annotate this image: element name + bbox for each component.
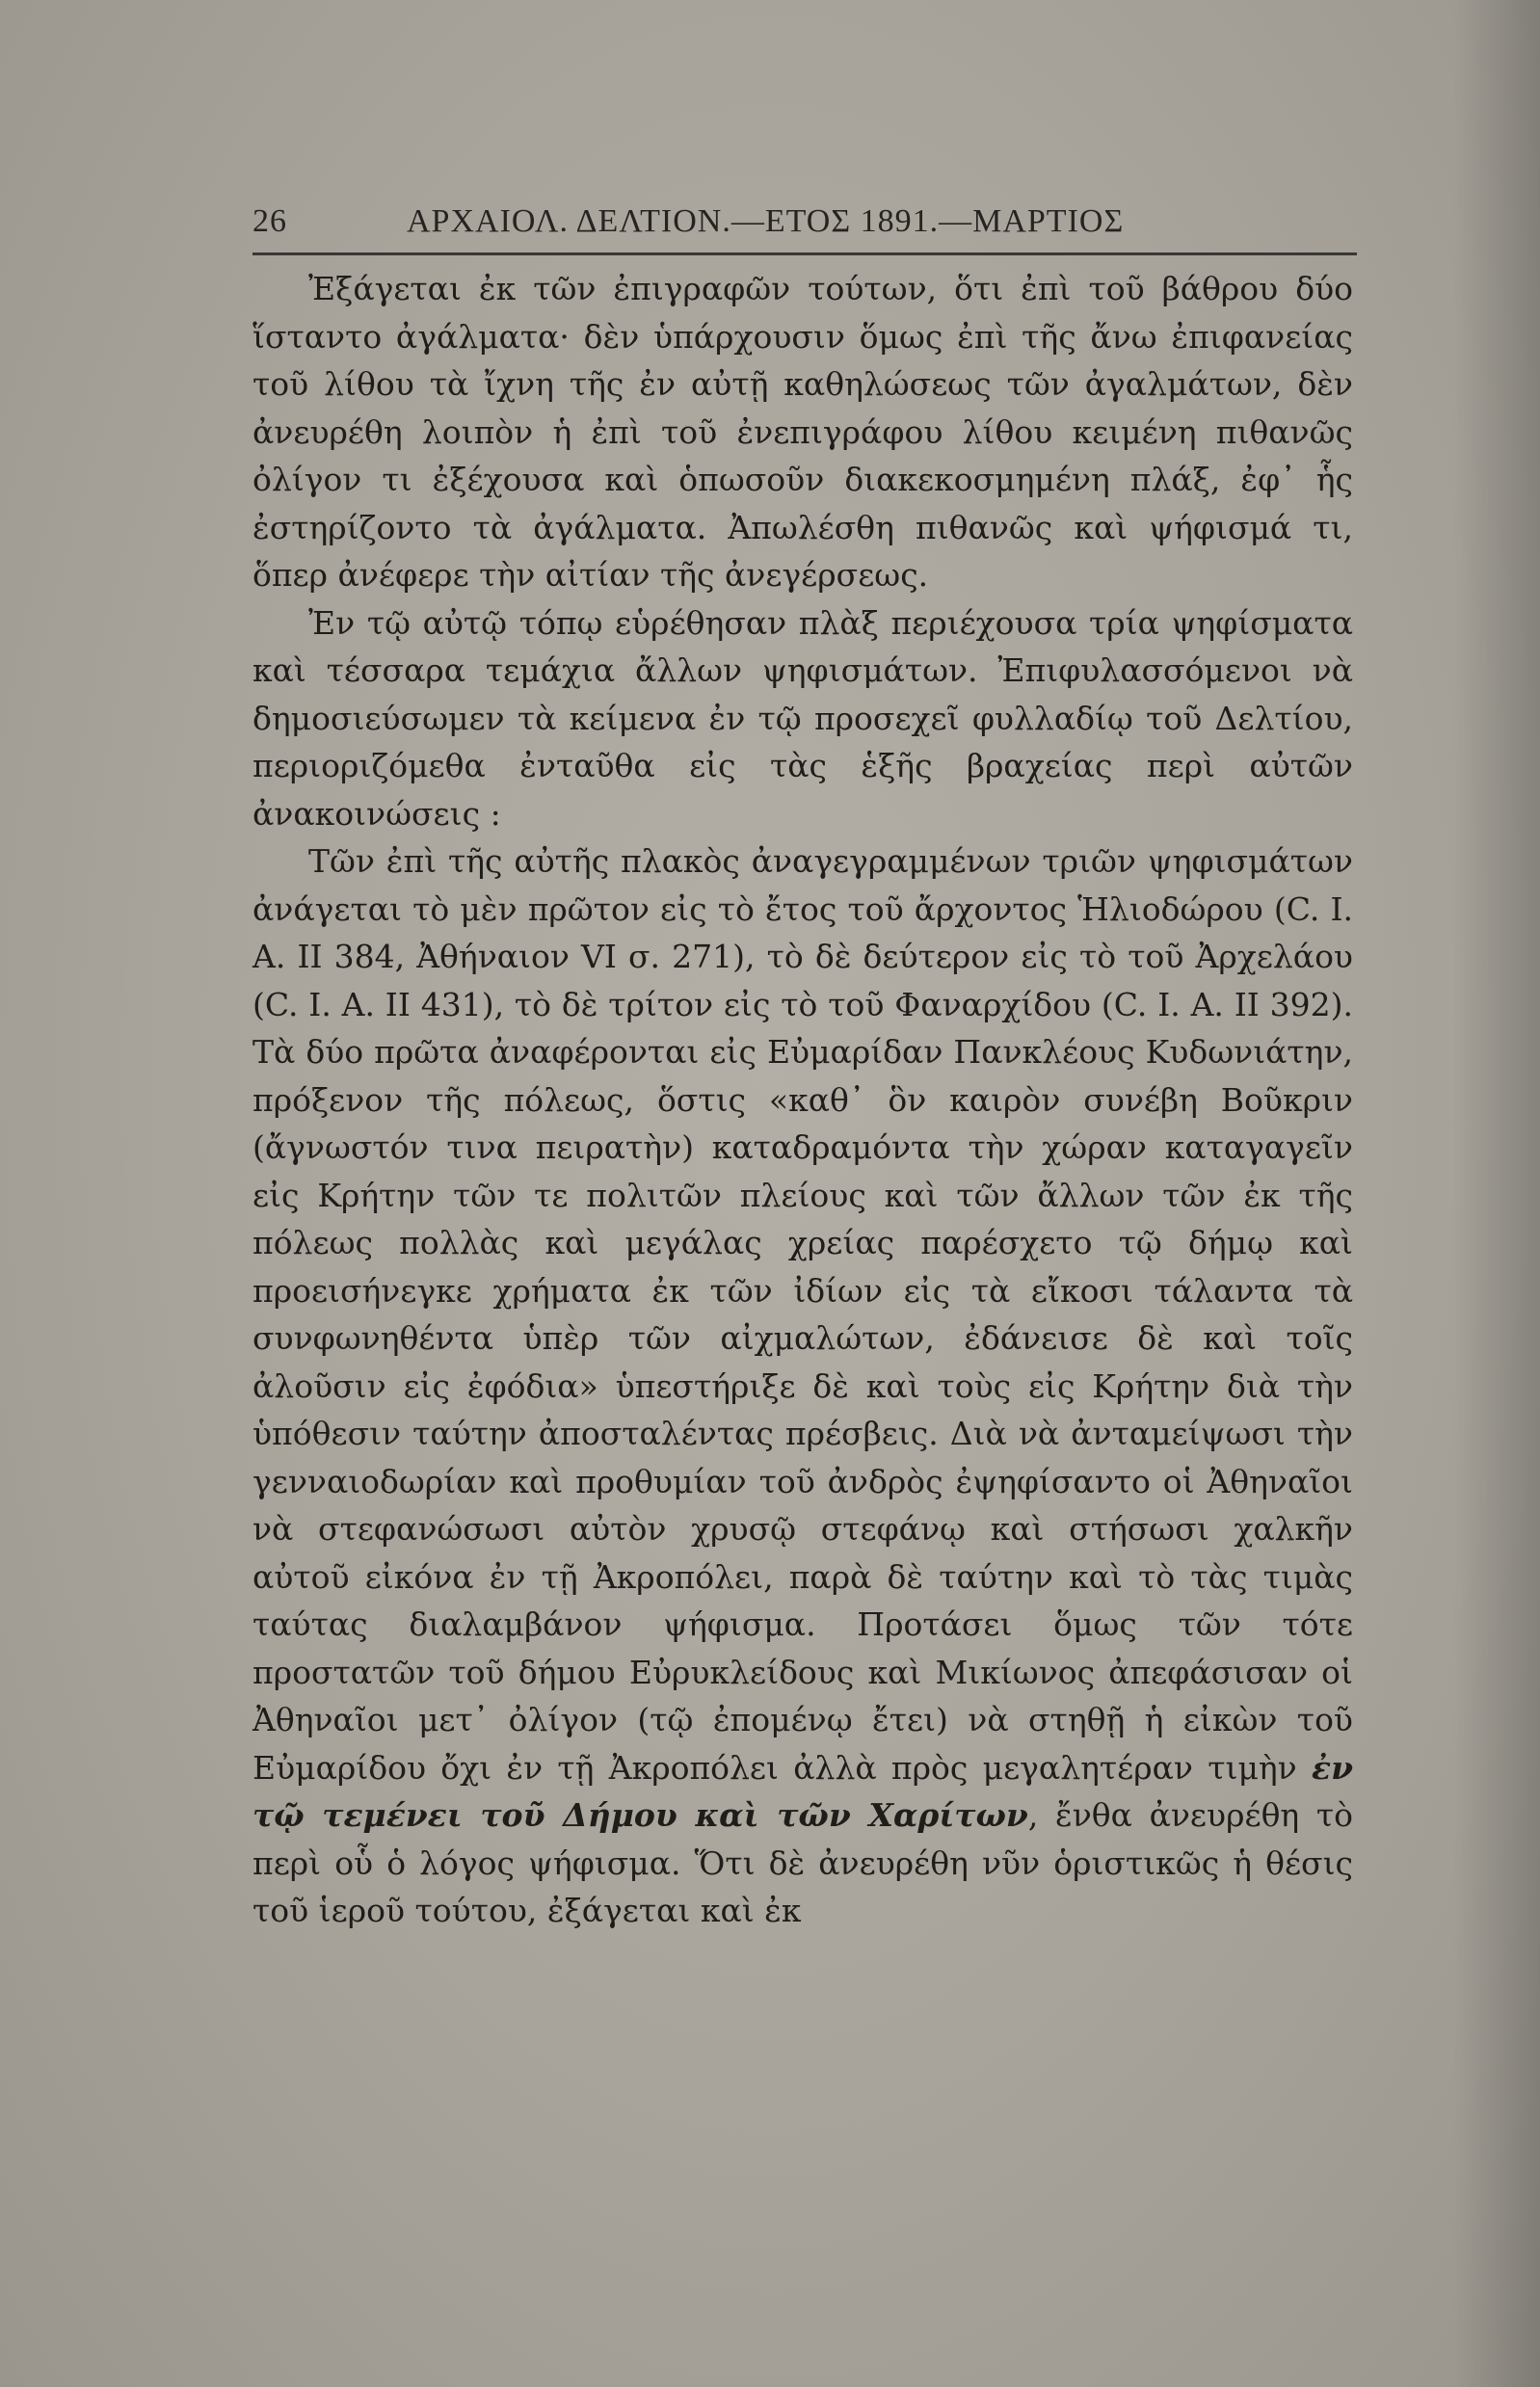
page-number: 26: [252, 203, 287, 239]
body-text: [252, 265, 1353, 1935]
paragraph-3-text-a: Τῶν ἐπὶ τῆς αὐτῆς πλακὸς ἀναγεγραμμένων τριῶν ψηφισμάτων ἀνάγεται τὸ μὲν πρῶτον εἰς τὸ ἔτος τοῦ ἄρχοντος Ἡλιοδώρου (C. I. A. II 384, Ἀθήναιον VI σ. 271), τὸ δὲ δεύτερον εἰς τὸ τοῦ Ἀρχελάου (C. I. A. II 431), τὸ δὲ τρίτον εἰς τὸ τοῦ Φαναρχίδου (C. I. A. II 392). Τὰ δύο πρῶτα ἀναφέρονται εἰς Εὐμαρίδαν Πανκλέους Κυδωνιάτην, πρόξενον τῆς πόλεως, ὅστις «καθ᾽ ὃν καιρὸν συνέβη Βοῦκριν (ἄγνωστόν τινα πειρατὴν) καταδραμόντα τὴν χώραν καταγαγεῖν εἰς Κρήτην τῶν τε πολιτῶν πλείους καὶ τῶν ἄλλων τῶν ἐκ τῆς πόλεως πολλὰς καὶ μεγάλας χρείας παρέσχετο τῷ δήμῳ καὶ προεισήνεγκε χρήματα ἐκ τῶν ἰδίων εἰς τὰ εἴκοσι τάλαντα τὰ συνφωνηθέντα ὑπὲρ τῶν αἰχμαλώτων, ἐδάνεισε δὲ καὶ τοῖς ἀλοῦσιν εἰς ἐφόδια» ὑπεστήριξε δὲ καὶ τοὺς εἰς Κρήτην διὰ τὴν ὑπόθεσιν ταύτην ἀποσταλέντας πρέσβεις. Διὰ νὰ ἀνταμείψωσι τὴν γενναιοδωρίαν καὶ προθυμίαν τοῦ ἀνδρὸς ἐψηφίσαντο οἱ Ἀθηναῖοι νὰ στεφανώσωσι αὐτὸν χρυσῷ στεφάνῳ καὶ στήσωσι χαλκῆν αὐτοῦ εἰκόνα ἐν τῇ Ἀκροπόλει, παρὰ δὲ ταύτην καὶ τὸ τὰς τιμὰς ταύτας διαλαμβάνον ψήφισμα. Προτάσει ὅμως τῶν τότε προστατῶν τοῦ δήμου Εὐρυκλείδους καὶ Μικίωνος ἀπεφάσισαν οἱ Ἀθηναῖοι μετ᾽ ὀλίγον (τῷ ἐπομένῳ ἔτει) νὰ στηθῇ ἡ εἰκὼν τοῦ Εὐμαρίδου ὄχι ἐν τῇ Ἀκροπόλει ἀλλὰ πρὸς μεγαλητέραν τιμὴν: [252, 842, 1353, 1787]
page-header: [252, 198, 1351, 246]
emphasized-phrase: ἐν τῷ τεμένει τοῦ Δήμου καὶ τῶν Χαρίτων: [252, 1748, 1353, 1834]
running-head: ΑΡΧΑΙΟΛ. ΔΕΛΤΙΟΝ.—ΕΤΟΣ 1891.—ΜΑΡΤΙΟΣ: [407, 203, 1125, 239]
paragraph-3: [252, 837, 1353, 1935]
paragraph-2: Ἐν τῷ αὐτῷ τόπῳ εὑρέθησαν πλὰξ περιέχουσα τρία ψηφίσματα καὶ τέσσαρα τεμάχια ἄλλων ψηφισμάτων. Ἐπιφυλασσόμενοι νὰ δημοσιεύσωμεν τὰ κείμενα ἐν τῷ προσεχεῖ φυλλαδίῳ τοῦ Δελτίου, περιοριζόμεθα ἐνταῦθα εἰς τὰς ἑξῆς βραχείας περὶ αὐτῶν ἀνακοινώσεις :: [252, 603, 1353, 833]
paragraph-1: Ἐξάγεται ἐκ τῶν ἐπιγραφῶν τούτων, ὅτι ἐπὶ τοῦ βάθρου δύο ἵσταντο ἀγάλματα· δὲν ὑπάρχουσιν ὅμως ἐπὶ τῆς ἄνω ἐπιφανείας τοῦ λίθου τὰ ἴχνη τῆς ἐν αὐτῇ καθηλώσεως τῶν ἀγαλμάτων, δὲν ἀνευρέθη λοιπὸν ἡ ἐπὶ τοῦ ἐνεπιγράφου λίθου κειμένη πιθανῶς ὀλίγον τι ἐξέχουσα καὶ ὁπωσοῦν διακεκοσμημένη πλάξ, ἐφ᾽ ἧς ἐστηρίζοντο τὰ ἀγάλματα. Ἀπωλέσθη πιθανῶς καὶ ψήφισμά τι, ὅπερ ἀνέφερε τὴν αἰτίαν τῆς ἀνεγέρσεως.: [252, 270, 1353, 594]
header-rule: [252, 252, 1357, 255]
paragraph-3-text-b: , ἔνθα ἀνευρέθη τὸ περὶ οὗ ὁ λόγος ψήφισμα. Ὅτι δὲ ἀνευρέθη νῦν ὁριστικῶς ἡ θέσις τοῦ ἱεροῦ τούτου, ἐξάγεται καὶ ἐκ: [252, 1796, 1353, 1929]
page-edge-shadow: [1453, 0, 1540, 2387]
